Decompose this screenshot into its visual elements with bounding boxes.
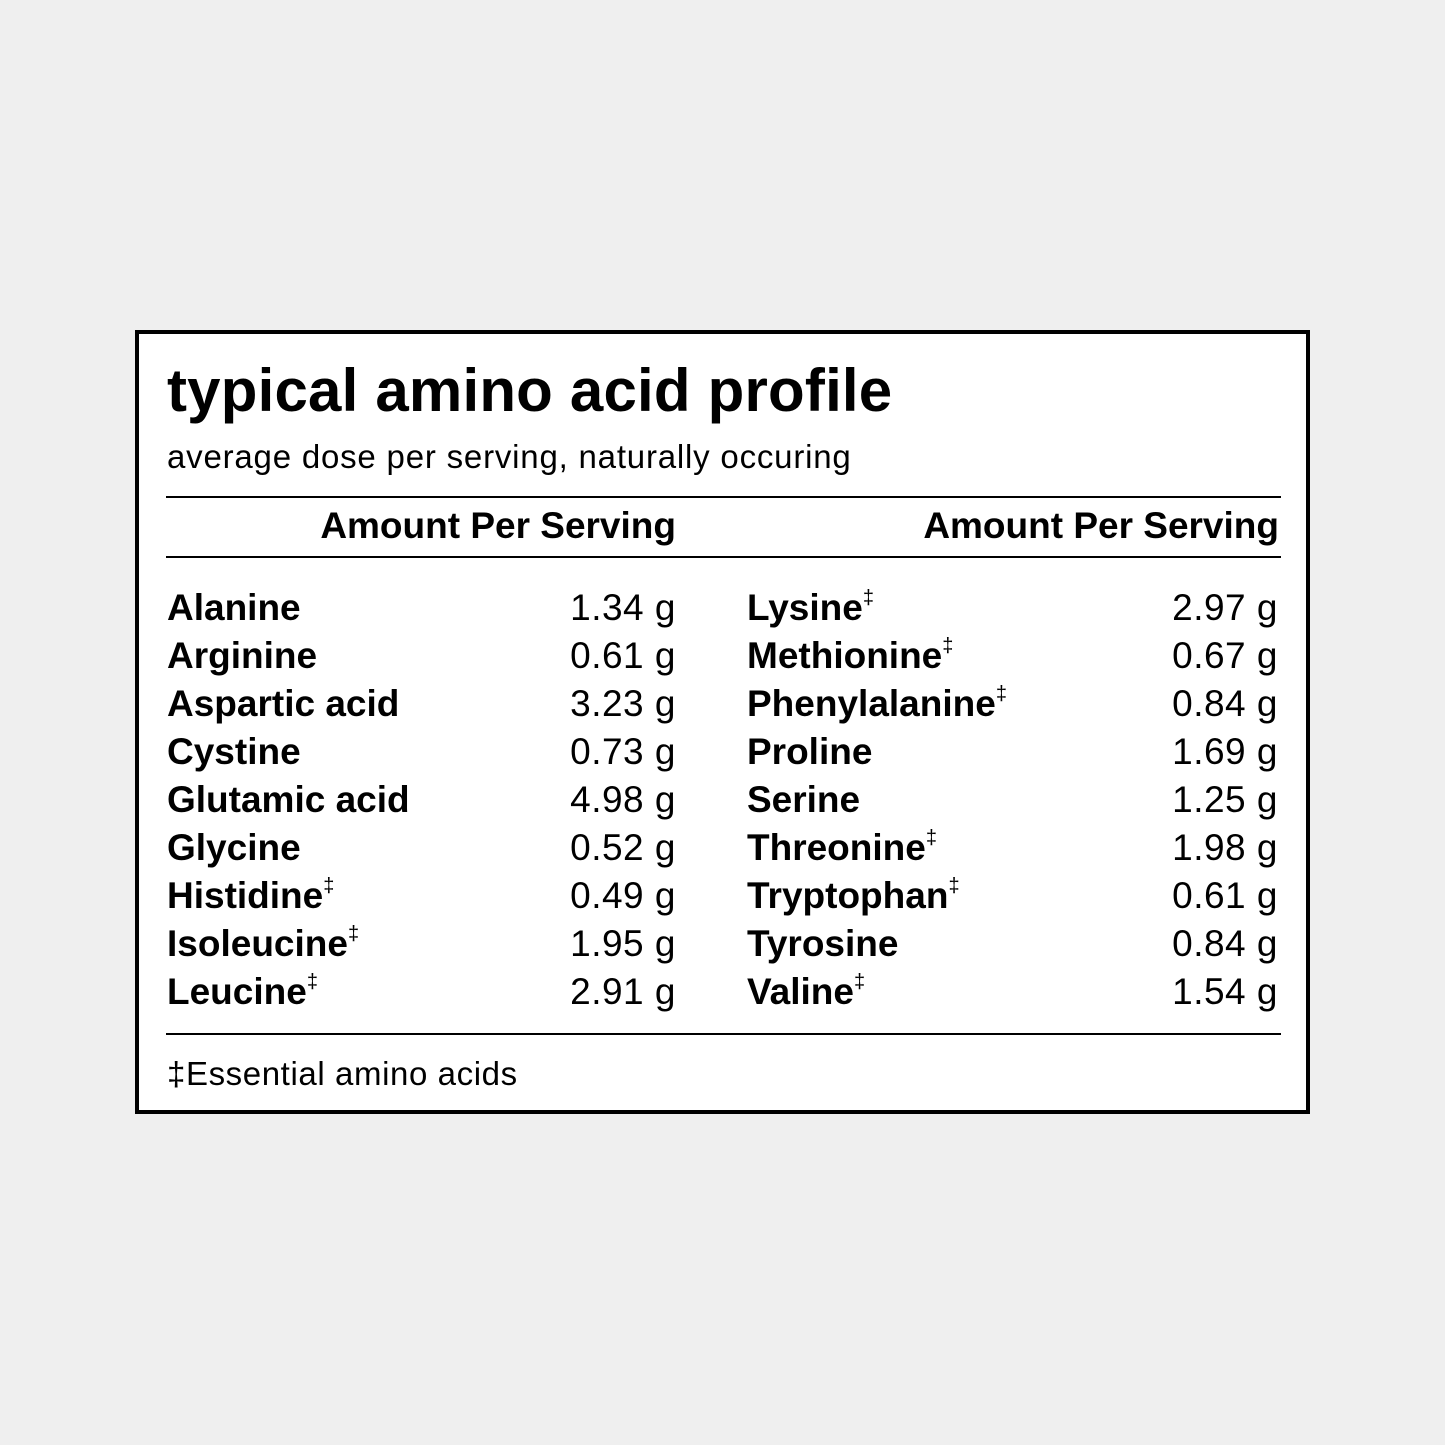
column-header-right: Amount Per Serving — [923, 505, 1279, 546]
amino-acid-row — [747, 776, 1278, 824]
amino-acid-amount: 0.84 g — [1172, 923, 1278, 964]
amino-acid-row — [747, 872, 1278, 920]
amino-acid-amount: 0.61 g — [570, 635, 676, 676]
amino-acid-amount: 1.95 g — [570, 923, 676, 964]
amino-acid-name: Valine‡ — [747, 971, 866, 1012]
column-header-left: Amount Per Serving — [320, 505, 676, 546]
amino-acid-amount: 0.49 g — [570, 875, 676, 916]
amino-acid-name: Lysine‡ — [747, 587, 874, 628]
amino-acid-row — [167, 776, 676, 824]
amino-acid-name: Histidine‡ — [167, 875, 335, 916]
amino-acid-row — [167, 728, 676, 776]
amino-acid-amount: 1.54 g — [1172, 971, 1278, 1012]
amino-acid-panel — [135, 330, 1310, 1114]
amino-acid-row — [167, 824, 676, 872]
amino-acid-name: Arginine — [167, 635, 318, 676]
amino-acid-name: Isoleucine‡ — [167, 923, 360, 964]
amino-acid-name: Tyrosine — [747, 923, 899, 964]
amino-acid-amount: 0.67 g — [1172, 635, 1278, 676]
amino-acid-amount: 2.91 g — [570, 971, 676, 1012]
amino-acid-row — [167, 920, 676, 968]
amino-acid-name: Alanine — [167, 587, 301, 628]
amino-acid-amount: 0.73 g — [570, 731, 676, 772]
amino-acid-name: Threonine‡ — [747, 827, 937, 868]
amino-acid-amount: 4.98 g — [570, 779, 676, 820]
essential-mark: ‡ — [323, 875, 335, 897]
panel-title: typical amino acid profile — [167, 357, 893, 424]
amino-acid-name: Cystine — [167, 731, 301, 772]
amino-acid-name: Glutamic acid — [167, 779, 410, 820]
essential-mark: ‡ — [306, 971, 318, 993]
essential-mark: ‡ — [995, 683, 1007, 705]
amino-acid-name: Leucine‡ — [167, 971, 318, 1012]
footnote: ‡Essential amino acids — [167, 1055, 518, 1092]
amino-acid-row — [747, 728, 1278, 776]
amino-acid-amount: 0.52 g — [570, 827, 676, 868]
amino-acid-name: Glycine — [167, 827, 301, 868]
amino-acid-row — [167, 632, 676, 680]
header-divider — [166, 556, 1281, 558]
bottom-divider — [166, 1033, 1281, 1035]
amino-acid-amount: 0.84 g — [1172, 683, 1278, 724]
amino-acid-row — [747, 968, 1278, 1016]
amino-acid-row — [747, 824, 1278, 872]
essential-mark: ‡ — [862, 587, 874, 609]
essential-mark: ‡ — [347, 923, 360, 945]
panel-subtitle: average dose per serving, naturally occuring — [167, 438, 852, 475]
amino-acid-name: Phenylalanine‡ — [747, 683, 1007, 724]
top-divider — [166, 496, 1281, 498]
amino-acid-row — [747, 632, 1278, 680]
amino-acid-row — [167, 872, 676, 920]
amino-acid-amount: 1.34 g — [570, 587, 676, 628]
essential-mark: ‡ — [853, 971, 866, 993]
amino-acid-row — [167, 680, 676, 728]
essential-mark: ‡ — [925, 827, 937, 849]
amino-acid-amount: 1.25 g — [1172, 779, 1278, 820]
amino-acid-name: Tryptophan‡ — [747, 875, 960, 916]
right-column — [747, 584, 1278, 1016]
amino-acid-amount: 3.23 g — [570, 683, 676, 724]
amino-acid-amount: 1.69 g — [1172, 731, 1278, 772]
amino-acid-amount: 2.97 g — [1172, 587, 1278, 628]
amino-acid-name: Methionine‡ — [747, 635, 954, 676]
amino-acid-row — [167, 584, 676, 632]
essential-mark: ‡ — [942, 635, 954, 657]
essential-mark: ‡ — [948, 875, 960, 897]
amino-acid-row — [747, 680, 1278, 728]
amino-acid-amount: 1.98 g — [1172, 827, 1278, 868]
amino-acid-name: Aspartic acid — [167, 683, 400, 724]
amino-acid-row — [747, 584, 1278, 632]
amino-acid-name: Serine — [747, 779, 861, 820]
amino-acid-row — [167, 968, 676, 1016]
amino-acid-amount: 0.61 g — [1172, 875, 1278, 916]
amino-acid-name: Proline — [747, 731, 873, 772]
left-column — [167, 584, 676, 1016]
amino-acid-row — [747, 920, 1278, 968]
